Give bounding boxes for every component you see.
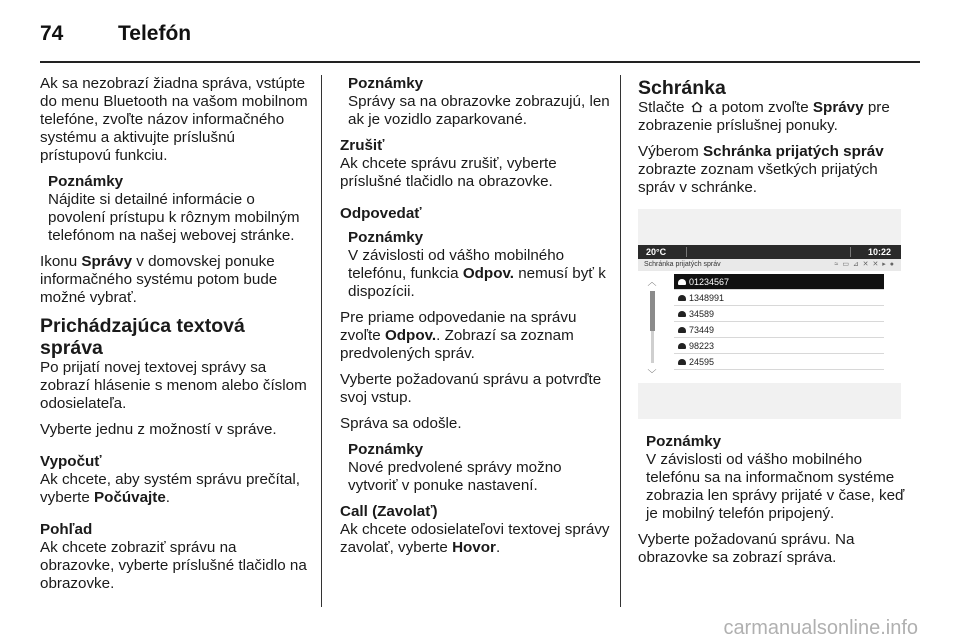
bold-term: Odpov. xyxy=(462,265,515,282)
note-title: Poznámky xyxy=(646,433,722,450)
paragraph xyxy=(638,99,906,135)
column-1 xyxy=(40,75,310,601)
note-block xyxy=(40,173,310,245)
note-title: Poznámky xyxy=(348,229,424,246)
note-text: Správy sa na obrazovke zobrazujú, len ak je vozidlo zaparkované. xyxy=(348,93,610,128)
note-title: Poznámky xyxy=(348,75,424,92)
text: Stlačte xyxy=(638,99,689,116)
list-item[interactable] xyxy=(674,338,884,354)
bold-term: Správy xyxy=(812,99,864,116)
infotainment-screen xyxy=(638,245,901,383)
paragraph xyxy=(340,309,612,363)
note-text: V závislosti od vášho mobilného telefónu, funkcia xyxy=(348,247,565,282)
sender: 98223 xyxy=(689,340,715,351)
paragraph: Ak sa nezobrazí žiadna správa, vstúpte do menu Bluetooth na vašom mobilnom telefóne, zvoľte názov informačného systému a aktivujte príslušnú prístupovú funkciu. xyxy=(40,75,308,164)
message-list-area xyxy=(638,271,901,383)
note-text: nemusí byť k dispozícii. xyxy=(348,265,606,300)
text: Pre priame odpovedanie na správu zvoľte xyxy=(340,309,577,344)
text: . xyxy=(165,489,171,506)
list-item[interactable] xyxy=(674,274,884,290)
screen-title-bar xyxy=(638,259,901,271)
message-icon xyxy=(678,343,686,349)
section-heading: Prichádzajúca textová správa xyxy=(40,315,245,359)
sender: 1348991 xyxy=(689,292,725,303)
paragraph: Správa sa odošle. xyxy=(340,415,462,432)
paragraph xyxy=(638,143,906,197)
paragraph: Po prijatí novej textovej správy sa zobrazí hlásenie s menom alebo číslom odosielateľa. xyxy=(40,359,307,412)
note-block xyxy=(340,441,612,495)
bold-term: Odpov. xyxy=(384,327,437,344)
subheading: Pohľad xyxy=(40,521,93,538)
bold-term: Počúvajte xyxy=(94,489,166,506)
subheading: Zrušiť xyxy=(340,137,385,154)
divider xyxy=(686,247,687,257)
paragraph xyxy=(40,471,310,507)
note-text: V závislosti od vášho mobilného telefónu sa na informačnom systéme zobrazia len správy prijaté v čase, keď je mobilný telefón pripojený. xyxy=(646,451,905,522)
header-rule xyxy=(40,61,920,63)
scroll-down-icon[interactable]: ﹀ xyxy=(647,369,657,379)
message-icon xyxy=(678,295,686,301)
subheading: Vypočuť xyxy=(40,453,102,470)
list-item[interactable] xyxy=(674,306,884,322)
scrollbar-thumb[interactable] xyxy=(650,291,655,331)
home-icon xyxy=(691,101,703,113)
paragraph: Ak chcete zobraziť správu na obrazovke, vyberte príslušné tlačidlo na obrazovke. xyxy=(40,539,307,592)
page-number: 74 xyxy=(40,22,64,45)
temperature: 20°C xyxy=(646,247,667,257)
column-divider xyxy=(321,75,322,607)
text: Ikonu xyxy=(40,253,82,270)
message-icon xyxy=(678,279,686,285)
paragraph xyxy=(340,521,612,557)
text: Ak chcete, aby systém správu prečítal, vyberte xyxy=(40,471,300,506)
message-icon xyxy=(678,311,686,317)
section-heading: Schránka xyxy=(638,77,726,99)
bold-term: Hovor xyxy=(452,539,496,556)
column-2 xyxy=(340,75,612,565)
note-block xyxy=(340,75,612,129)
page-header xyxy=(40,22,191,46)
message-icon xyxy=(678,359,686,365)
message-icon xyxy=(678,327,686,333)
text: . Zobrazí sa zoznam predvolených správ. xyxy=(340,327,574,362)
text: Výberom xyxy=(638,143,703,160)
subheading: Call (Zavolať) xyxy=(340,503,438,520)
message-list xyxy=(674,274,884,370)
paragraph xyxy=(40,253,310,307)
divider xyxy=(850,247,851,257)
column-divider xyxy=(620,75,621,607)
note-text: Nové predvolené správy možno vytvoriť v ponuke nastavení. xyxy=(348,459,562,494)
text: . xyxy=(495,539,501,556)
note-title: Poznámky xyxy=(348,441,424,458)
watermark: carmanualsonline.info xyxy=(723,617,918,639)
note-title: Poznámky xyxy=(48,173,124,190)
note-text: Nájdite si detailné informácie o povolení prístupu k rôznym mobilným telefónom na našej webovej stránke. xyxy=(48,191,300,244)
status-bar xyxy=(638,245,901,259)
text: pre zobrazenie príslušnej ponuky. xyxy=(638,99,890,134)
paragraph: Vyberte požadovanú správu. Na obrazovke sa zobrazí správa. xyxy=(638,531,855,566)
bold-term: Správy xyxy=(81,253,133,270)
note-block xyxy=(340,229,612,301)
note-block xyxy=(638,433,906,523)
scroll-up-icon[interactable]: ︿ xyxy=(647,277,657,287)
subheading: Odpovedať xyxy=(340,205,422,222)
status-icons: ≈ ▭ ⊿ ✕ ✕ ▸ ● xyxy=(834,261,895,268)
text: zobrazte zoznam všetkých prijatých správ v schránke. xyxy=(638,161,878,196)
text: v domovskej ponuke informačného systému potom bude možné vybrať. xyxy=(40,253,278,306)
list-item[interactable] xyxy=(674,290,884,306)
sender: 24595 xyxy=(689,356,715,367)
paragraph: Vyberte jednu z možností v správe. xyxy=(40,421,277,438)
clock: 10:22 xyxy=(867,247,891,257)
inbox-screenshot xyxy=(638,209,901,419)
text: Ak chcete odosielateľovi textovej správy zavolať, vyberte xyxy=(340,521,610,556)
text: a potom zvoľte xyxy=(704,99,813,116)
sender: 01234567 xyxy=(689,276,730,287)
list-item[interactable] xyxy=(674,354,884,370)
screen-title: Schránka prijatých správ xyxy=(644,261,721,268)
paragraph: Vyberte požadovanú správu a potvrďte svoj vstup. xyxy=(340,371,602,406)
bold-term: Schránka prijatých správ xyxy=(703,143,884,160)
page-title: Telefón xyxy=(118,22,192,45)
sender: 73449 xyxy=(689,324,715,335)
list-item[interactable] xyxy=(674,322,884,338)
sender: 34589 xyxy=(689,308,715,319)
column-3 xyxy=(638,75,906,575)
paragraph: Ak chcete správu zrušiť, vyberte príslušné tlačidlo na obrazovke. xyxy=(340,155,557,190)
